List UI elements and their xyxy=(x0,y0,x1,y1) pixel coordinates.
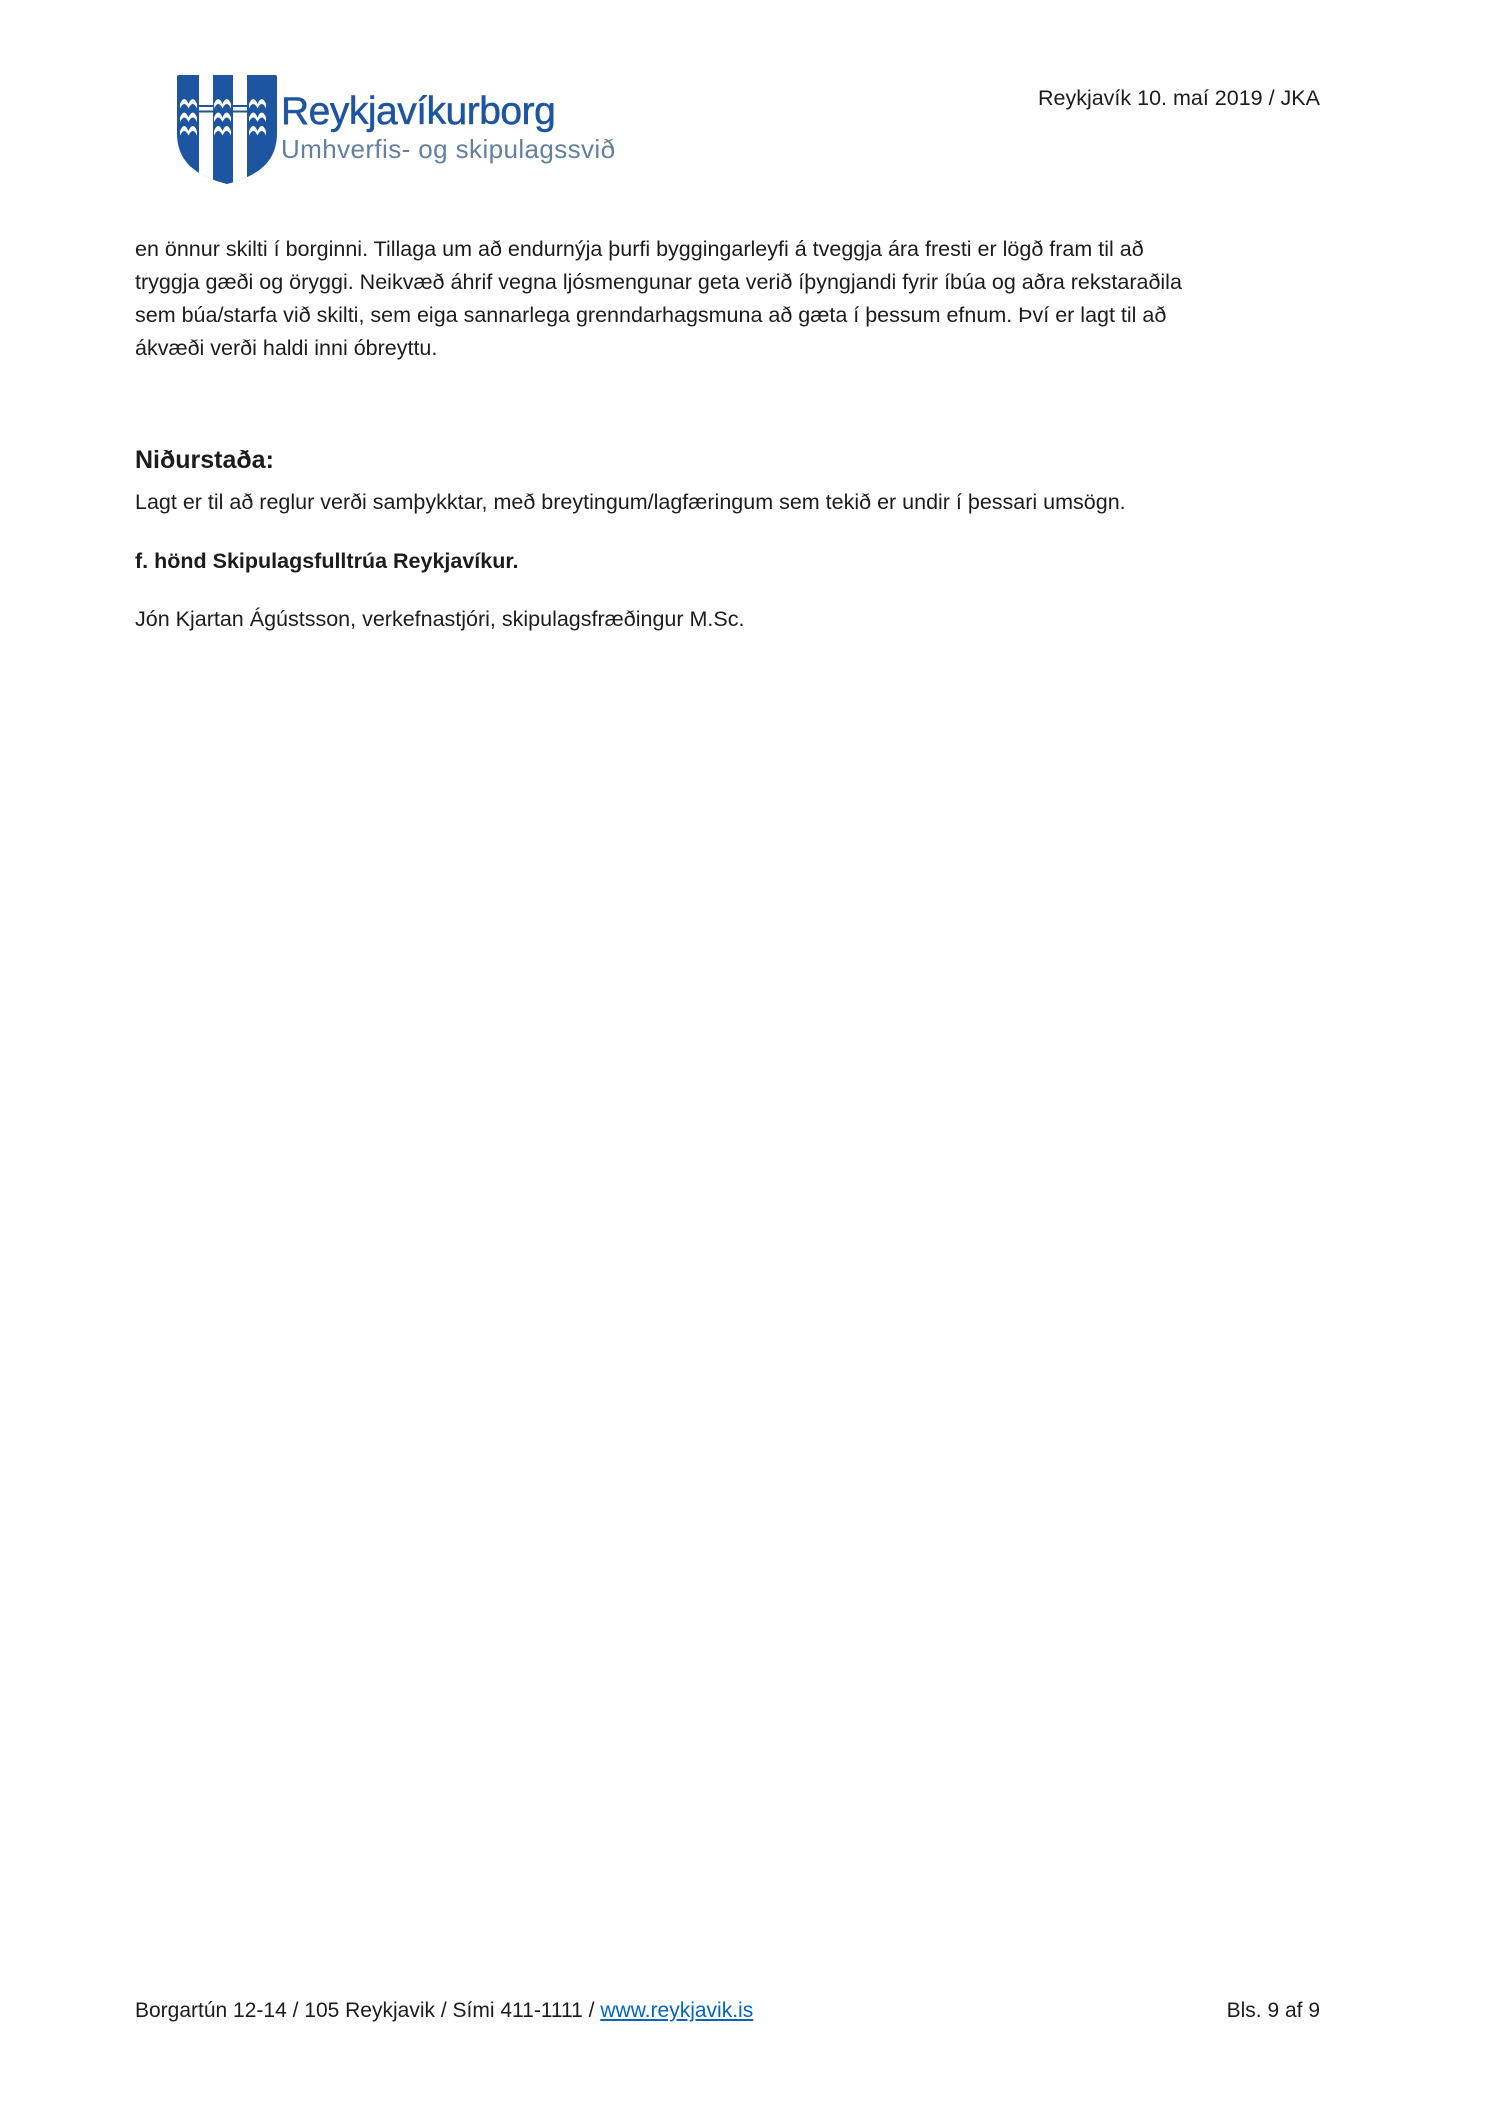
paragraph-line: en önnur skilti í borginni. Tillaga um að endurnýja þurfi byggingarleyfi á tveggja ára fresti er lögð fram til að xyxy=(135,237,1144,261)
page-footer xyxy=(135,1999,1320,2023)
page-number: Bls. 9 af 9 xyxy=(1226,1999,1320,2022)
footer-address xyxy=(135,1999,753,2023)
brand-block xyxy=(281,92,615,163)
reykjavik-coat-of-arms-icon xyxy=(171,71,283,188)
signature-role: f. hönd Skipulagsfulltrúa Reykjavíkur. xyxy=(135,549,519,573)
conclusion-heading: Niðurstaða: xyxy=(135,446,274,474)
paragraph-line: ákvæði verði haldi inni óbreyttu. xyxy=(135,336,438,360)
signature-name: Jón Kjartan Ágústsson, verkefnastjóri, skipulagsfræðingur M.Sc. xyxy=(135,607,745,631)
brand-title: Reykjavíkurborg xyxy=(281,90,556,133)
conclusion-text: Lagt er til að reglur verði samþykktar, með breytingum/lagfæringum sem tekið er undir í þessari umsögn. xyxy=(135,490,1126,514)
website-link[interactable]: www.reykjavik.is xyxy=(600,1999,754,2022)
brand-subtitle: Umhverfis- og skipulagssvið xyxy=(281,134,616,164)
paragraph-line: sem búa/starfa við skilti, sem eiga sannarlega grenndarhagsmuna að gæta í þessum efnum. Því er lagt til að xyxy=(135,303,1167,327)
date-line: Reykjavík 10. maí 2019 / JKA xyxy=(1037,86,1320,110)
paragraph-line: tryggja gæði og öryggi. Neikvæð áhrif vegna ljósmengunar geta verið íþyngjandi fyrir íbúa og aðra rekstaraðila xyxy=(135,270,1182,294)
body-paragraph xyxy=(135,233,1182,365)
footer-address-text: Borgartún 12-14 / 105 Reykjavik / Sími 411-1111 / xyxy=(135,1999,601,2022)
